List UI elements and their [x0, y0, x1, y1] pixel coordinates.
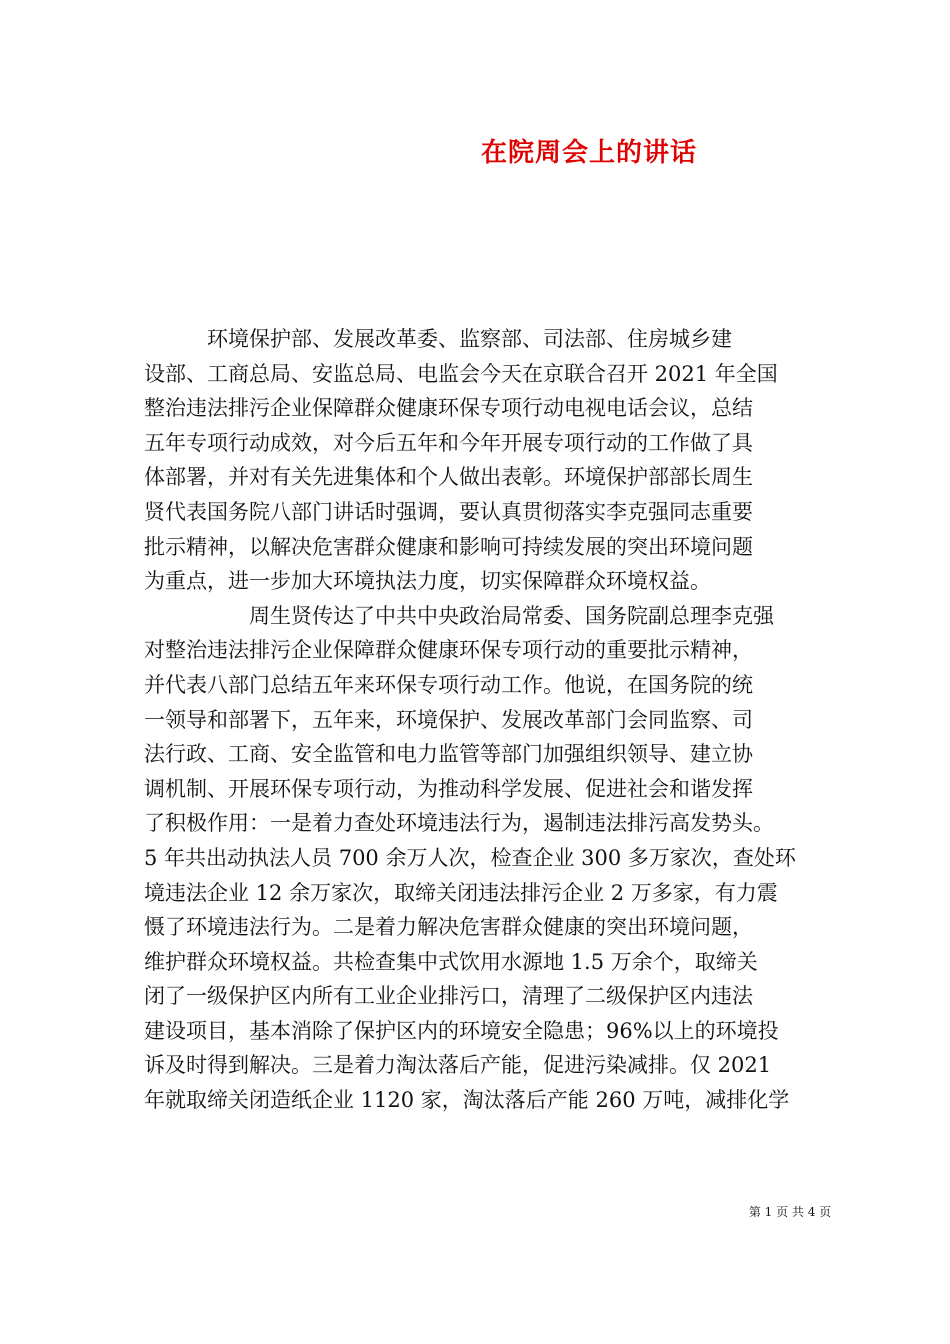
- page-footer: [0, 1203, 950, 1220]
- body-line: 诉及时得到解决。三是着力淘汰落后产能，促进污染减排。仅 2021: [144, 1053, 772, 1078]
- body-line: 了积极作用：一是着力查处环境违法行为，遏制违法排污高发势头。: [144, 811, 774, 836]
- body-line: 建设项目，基本消除了保护区内的环境安全隐患；96%以上的环境投: [144, 1018, 779, 1043]
- body-line: 5 年共出动执法人员 700 余万人次，检查企业 300 多万家次，查处环: [144, 845, 796, 870]
- body-line: 整治违法排污企业保障群众健康环保专项行动电视电话会议，总结: [144, 396, 753, 421]
- document-body: [144, 322, 808, 1118]
- body-line: 维护群众环境权益。共检查集中式饮用水源地 1.5 万余个，取缔关: [144, 949, 758, 974]
- body-line: 调机制、开展环保专项行动，为推动科学发展、促进社会和谐发挥: [144, 776, 753, 801]
- body-line: 并代表八部门总结五年来环保专项行动工作。他说，在国务院的统: [144, 672, 753, 697]
- body-line: 设部、工商总局、安监总局、电监会今天在京联合召开 2021 年全国: [144, 361, 778, 386]
- body-line: 环境保护部、发展改革委、监察部、司法部、住房城乡建: [144, 327, 732, 351]
- body-line: 慑了环境违法行为。二是着力解决危害群众健康的突出环境问题，: [144, 915, 753, 940]
- body-line: 法行政、工商、安全监管和电力监管等部门加强组织领导、建立协: [144, 742, 753, 767]
- body-line: 对整治违法排污企业保障群众健康环保专项行动的重要批示精神，: [144, 638, 753, 663]
- body-line: 境违法企业 12 余万家次，取缔关闭违法排污企业 2 万多家，有力震: [144, 880, 778, 905]
- body-line: 贤代表国务院八部门讲话时强调，要认真贯彻落实李克强同志重要: [144, 499, 753, 524]
- body-line: 为重点，进一步加大环境执法力度，切实保障群众环境权益。: [144, 569, 711, 594]
- body-line: 批示精神，以解决危害群众健康和影响可持续发展的突出环境问题: [144, 534, 753, 559]
- document-title-text: 在院周会上的讲话: [480, 138, 697, 168]
- body-line: 一领导和部署下，五年来，环境保护、发展改革部门会同监察、司: [144, 707, 753, 732]
- document-title: [0, 132, 950, 169]
- body-line: 年就取缔关闭造纸企业 1120 家，淘汰落后产能 260 万吨，减排化学: [144, 1088, 790, 1113]
- body-line: 闭了一级保护区内所有工业企业排污口，清理了二级保护区内违法: [144, 984, 753, 1009]
- body-line: 五年专项行动成效，对今后五年和今年开展专项行动的工作做了具: [144, 430, 753, 455]
- body-line: 体部署，并对有关先进集体和个人做出表彰。环境保护部部长周生: [144, 465, 753, 490]
- page-number: 第 1 页 共 4 页: [748, 1205, 832, 1219]
- body-line: 周生贤传达了中共中央政治局常委、国务院副总理李克强: [144, 603, 774, 628]
